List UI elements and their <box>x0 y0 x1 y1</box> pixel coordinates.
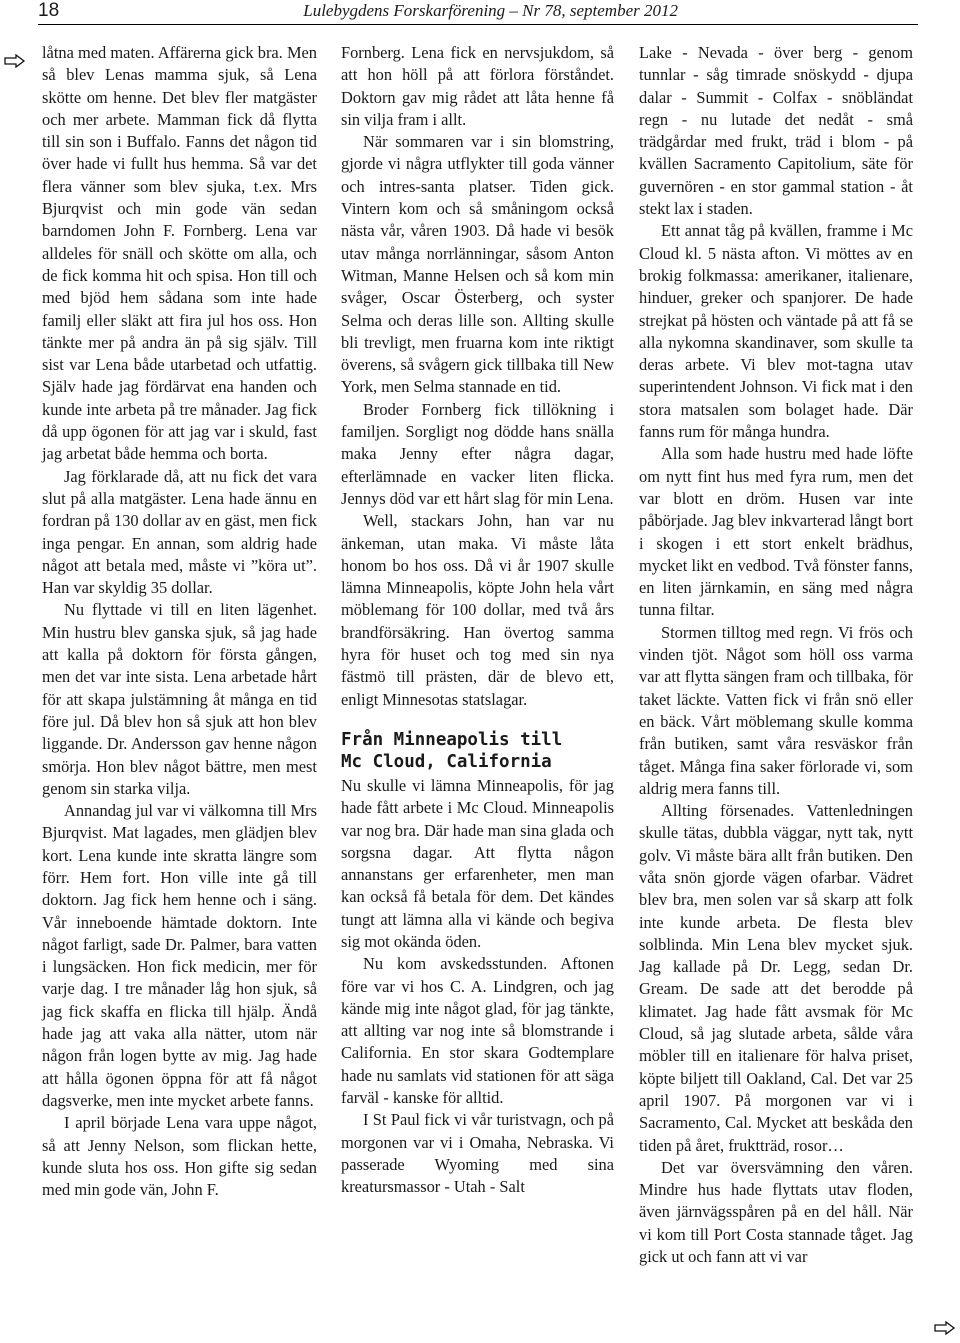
text-column-3 <box>639 42 913 1268</box>
paragraph: Lake - Nevada - över berg - genom tunnlar - såg timrade snöskydd - djupa dalar - Summit - Colfax - snöbländat regn - nu lutade det nedåt - små trädgårdar med frukt, träd i blom - på kvällen Sacramento Capitolium, säte för guvernören - en stor gammal station - åt stekt lax i staden. <box>639 43 913 219</box>
text-column-1 <box>42 42 317 1201</box>
paragraph: Annandag jul var vi välkomna till Mrs Bjurqvist. Mat lagades, men glädjen blev kort. Lena kunde inte skratta längre som förr. Hem fort. Hon ville inte gå till doktorn. Jag fick hem henne och i säng. Vår inneboende hämtade doktorn. Inte något farligt, sade Dr. Palmer, bara vatten i lungsäcken. Hon fick medicin, mer för varje dag. I tre månader låg hon sjuk, så jag fick skaffa en flicka till hjälp. Ändå hade jag att vaka alla nätter, utom när någon från logen bytte av mig. Jag hade att hålla ögonen öppna för att få något dagsverke, men inte mycket arbete fanns. <box>42 801 317 1110</box>
section-heading-line-1: Från Minneapolis till <box>341 729 563 750</box>
paragraph: I april började Lena vara uppe något, så att Jenny Nelson, som flickan hette, kunde sluta hos oss. Hon gifte sig sedan med min gode vän, John F. <box>42 1113 317 1200</box>
paragraph: Stormen tilltog med regn. Vi frös och vinden tjöt. Något som höll oss varma var att flytta sängen fram och tillbaka, för taket läckte. Vatten fick vi från snö eller en bäck. Vårt möblemang skulle komma från butiken, samt våra resväskor från tåget. Många fina saker förlorade vi, som aldrig mera fanns till. <box>639 622 913 798</box>
paragraph: Nu kom avskedsstunden. Aftonen före var vi hos C. A. Lindgren, och jag kände mig inte något glad, för jag tänkte, att allting var nog inte så blomstrande i California. En stor skara Godtemplare hade nu samlats vid stationen för att säga farväl - kanske för alltid. <box>341 954 614 1108</box>
paragraph: Well, stackars John, han var nu änkeman, utan maka. Vi måste låta honom bo hos oss. Då vi år 1907 skulle lämna Minneapolis, köpte John hela vårt möblemang för 100 dollar, med två års brandförsäkring. Han övertog samma hyra för huset och tog med sin nya fästmö till prästen, där de blevo ett, enligt Minnesotas statslagar. <box>341 511 614 709</box>
paragraph: Ett annat tåg på kvällen, framme i Mc Cloud kl. 5 nästa afton. Vi möttes av en brokig folkmassa: amerikaner, italienare, hinduer, greker och spanjorer. De hade strejkat på hösten och väntade på att få se alla nykomna skandinaver, som skulle ta deras arbete. Vi blev mot-tagna utav superintendent Johnson. Vi fick mat i den stora matsalen som bolaget hade. Där fanns rum för många hundra. <box>639 221 913 442</box>
paragraph: Nu skulle vi lämna Minneapolis, för jag hade fått arbete i Mc Cloud. Minneapolis var nog bra. Där hade man sina glada och sorgsna dagar. Att flytta någon annanstans ger erfarenheter, men man kan också få betala för dem. Det kändes tungt att lämna alla vi kände och begiva sig mot okända öden. <box>341 775 614 951</box>
paragraph: Broder Fornberg fick tillökning i familjen. Sorgligt nog dödde hans snälla maka Jenny efter några dagar, efterlämnade en vacker liten flicka. Jennys död var ett hårt slag för min Lena. <box>341 399 614 508</box>
paragraph: I St Paul fick vi vår turistvagn, och på morgonen var vi i Omaha, Nebraska. Vi passerade Wyoming med sina kreatursmassor - Utah - Salt <box>341 1110 614 1197</box>
paragraph: låtna med maten. Affärerna gick bra. Men så blev Lenas mamma sjuk, så Lena skötte om henne. Det blev fler matgäster och mer arbete. Mamman fick då flytta till sin son i Buffalo. Fanns det någon tid över hade vi fullt hus hemma. Så var det flera vänner som blev sjuka, t.ex. Mrs Bjurqvist och min gode vän sedan barndomen John F. Fornberg. Lena var alldeles för snäll och skötte om alla, och de fick komma hit och spisa. Hon till och med bjöd hem sådana som inte hade familj eller släkt att fira jul hos oss. Hon tänkte mer på andra än på sig själv. Till sist var Lena både utarbetad och utfattig. Själv hade jag fördärvat ena handen och kunde inte arbeta på tre månader. Jag fick då upp ögonen för att jag var i skuld, fast jag arbetat både hemma och borta. <box>42 43 317 464</box>
section-heading <box>341 729 614 773</box>
page-number: 18 <box>38 0 60 21</box>
running-title: Lulebygdens Forskarförening – Nr 78, september 2012 <box>303 1 678 20</box>
text-column-2 <box>341 42 614 1199</box>
arrow-right-icon <box>934 1321 956 1335</box>
paragraph: Fornberg. Lena fick en nervsjukdom, så att hon höll på att förlora förståndet. Doktorn gav mig rådet att låta henne få sin vilja fram i allt. <box>341 43 614 129</box>
paragraph: Jag förklarade då, att nu fick det vara slut på alla matgäster. Lena hade ännu en fordran på 130 dollar av en gäst, men fick inga pengar. En annan, som aldrig hade något att betala med, måste vi ”köra ut”. Han var skyldig 35 dollar. <box>42 466 317 598</box>
page-header <box>0 0 960 22</box>
arrow-right-icon <box>4 54 26 68</box>
paragraph: Alla som hade hustru med hade löfte om nytt fint hus med fyra rum, men det var blott en dröm. Husen var inte påbörjade. Jag blev inkvarterad långt bort i skogen i ett stort enkelt brädhus, mycket likt en vedbod. Två fönster fanns, en liten järnkamin, en säng med några tunna filtar. <box>639 444 913 620</box>
paragraph: Allting försenades. Vattenledningen skulle tätas, dubbla väggar, nytt tak, nytt golv. Vi måste bära allt från butiken. Den våta snön gjorde vägen ofarbar. Vädret blev bra, men solen var så skarp att folk inte kunde arbeta. De flesta blev solblinda. Min Lena blev mycket sjuk. Jag kallade på Dr. Legg, sedan Dr. Gream. De sade att det berodde på klimatet. Jag hade fått avsmak för Mc Cloud, så jag slutade arbeta, sålde våra möbler till en italienare för halva priset, köpte biljett till Oakland, Cal. Det var 25 april 1907. På morgonen var vi i Sacramento, Cal. Mycket att beskåda den tiden på året, fruktträd, rosor… <box>639 801 913 1155</box>
paragraph: Det var översvämning den våren. Mindre hus hade flyttats utav floden, även järnvägsspåren på en del håll. När vi kom till Port Costa stannade tåget. Jag gick ut och fann att vi var <box>639 1157 913 1267</box>
header-rule <box>38 24 918 25</box>
paragraph: Nu flyttade vi till en liten lägenhet. Min hustru blev ganska sjuk, så jag hade att kalla på doktorn för första gången, men det var inte sista. Lena arbetade hårt för att skapa julstämning åt många en tid före jul. Då blev hon så sjuk att hon blev liggande. Dr. Andersson gav henne någon smörja. Hon blev något bättre, men mest genom sin starka vilja. <box>42 600 317 798</box>
section-heading-line-2: Mc Cloud, California <box>341 751 552 772</box>
paragraph: När sommaren var i sin blomstring, gjorde vi några utflykter till goda vänner och intres-santa platser. Tiden gick. Vintern kom och så småningom också nästa vår, våren 1903. Då hade vi besök utav många norrlänningar, såsom Anton Witman, Manne Helsen och så kom min svåger, Oscar Österberg, och syster Selma och deras lille son. Allting skulle bli trevligt, men fruarna kom inte riktigt överens, så svågern gick tillbaka till New York, men Selma stannade en tid. <box>341 132 614 397</box>
